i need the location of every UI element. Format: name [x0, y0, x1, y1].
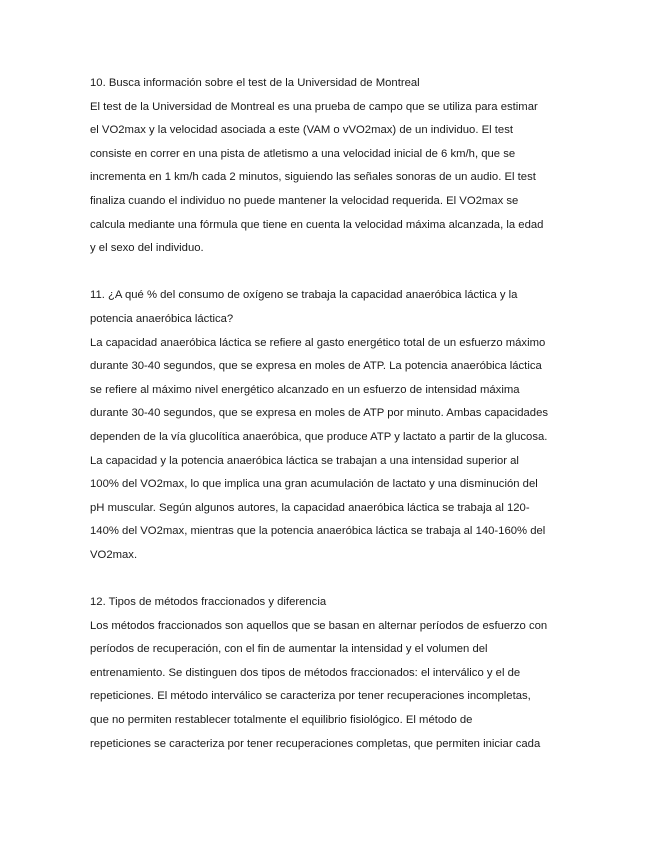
paragraph-line: incrementa en 1 km/h cada 2 minutos, siguiendo las señales sonoras de un audio. El test — [90, 171, 536, 184]
paragraph-line: pH muscular. Según algunos autores, la capacidad anaeróbica láctica se trabaja al 120- — [90, 501, 530, 514]
section-spacer — [90, 567, 568, 591]
section-heading: 11. ¿A qué % del consumo de oxígeno se trabaja la capacidad anaeróbica láctica y la — [90, 289, 518, 302]
paragraph-line: se refiere al máximo nivel energético alcanzado en un esfuerzo de intensidad máxima — [90, 383, 520, 396]
paragraph-line: períodos de recuperación, con el fin de aumentar la intensidad y el volumen del — [90, 643, 488, 656]
document-body — [90, 72, 568, 756]
paragraph-line: durante 30-40 segundos, que se expresa en moles de ATP por minuto. Ambas capacidades — [90, 407, 549, 420]
paragraph-line: La capacidad y la potencia anaeróbica láctica se trabajan a una intensidad superior al — [90, 454, 519, 467]
paragraph-line: y el sexo del individuo. — [90, 242, 204, 255]
section-heading: 12. Tipos de métodos fraccionados y diferencia — [90, 596, 327, 609]
paragraph-line: que no permiten restablecer totalmente el equilibrio fisiológico. El método de — [90, 714, 473, 727]
paragraph-line: 140% del VO2max, mientras que la potencia anaeróbica láctica se trabaja al 140-160% del — [90, 525, 546, 538]
paragraph-line: finaliza cuando el individuo no puede mantener la velocidad requerida. El VO2max se — [90, 194, 519, 207]
paragraph-line: durante 30-40 segundos, que se expresa en moles de ATP. La potencia anaeróbica láctica — [90, 360, 542, 373]
section-heading: potencia anaeróbica láctica? — [90, 312, 234, 325]
paragraph-line: Los métodos fraccionados son aquellos que se basan en alternar períodos de esfuerzo con — [90, 619, 548, 632]
section-10 — [90, 72, 568, 261]
paragraph-line: calcula mediante una fórmula que tiene en cuenta la velocidad máxima alcanzada, la edad — [90, 218, 544, 231]
paragraph-line: repeticiones se caracteriza por tener recuperaciones completas, que permiten iniciar cada — [90, 737, 541, 750]
section-spacer — [90, 261, 568, 285]
paragraph-line: VO2max. — [90, 548, 138, 561]
paragraph-line: El test de la Universidad de Montreal es una prueba de campo que se utiliza para estimar — [90, 100, 538, 113]
section-11 — [90, 284, 568, 567]
paragraph-line: dependen de la vía glucolítica anaeróbica, que produce ATP y lactato a partir de la glucosa. — [90, 430, 548, 443]
paragraph-line: La capacidad anaeróbica láctica se refiere al gasto energético total de un esfuerzo máximo — [90, 336, 546, 349]
section-12 — [90, 591, 568, 756]
paragraph-line: 100% del VO2max, lo que implica una gran acumulación de lactato y una disminución del — [90, 478, 538, 491]
paragraph-line: el VO2max y la velocidad asociada a este (VAM o vVO2max) de un individuo. El test — [90, 124, 514, 137]
paragraph-line: entrenamiento. Se distinguen dos tipos de métodos fraccionados: el interválico y el de — [90, 666, 521, 679]
section-heading: 10. Busca información sobre el test de la Universidad de Montreal — [90, 77, 420, 89]
paragraph-line: consiste en correr en una pista de atletismo a una velocidad inicial de 6 km/h, que se — [90, 147, 516, 160]
paragraph-line: repeticiones. El método interválico se caracteriza por tener recuperaciones incompletas, — [90, 690, 531, 703]
